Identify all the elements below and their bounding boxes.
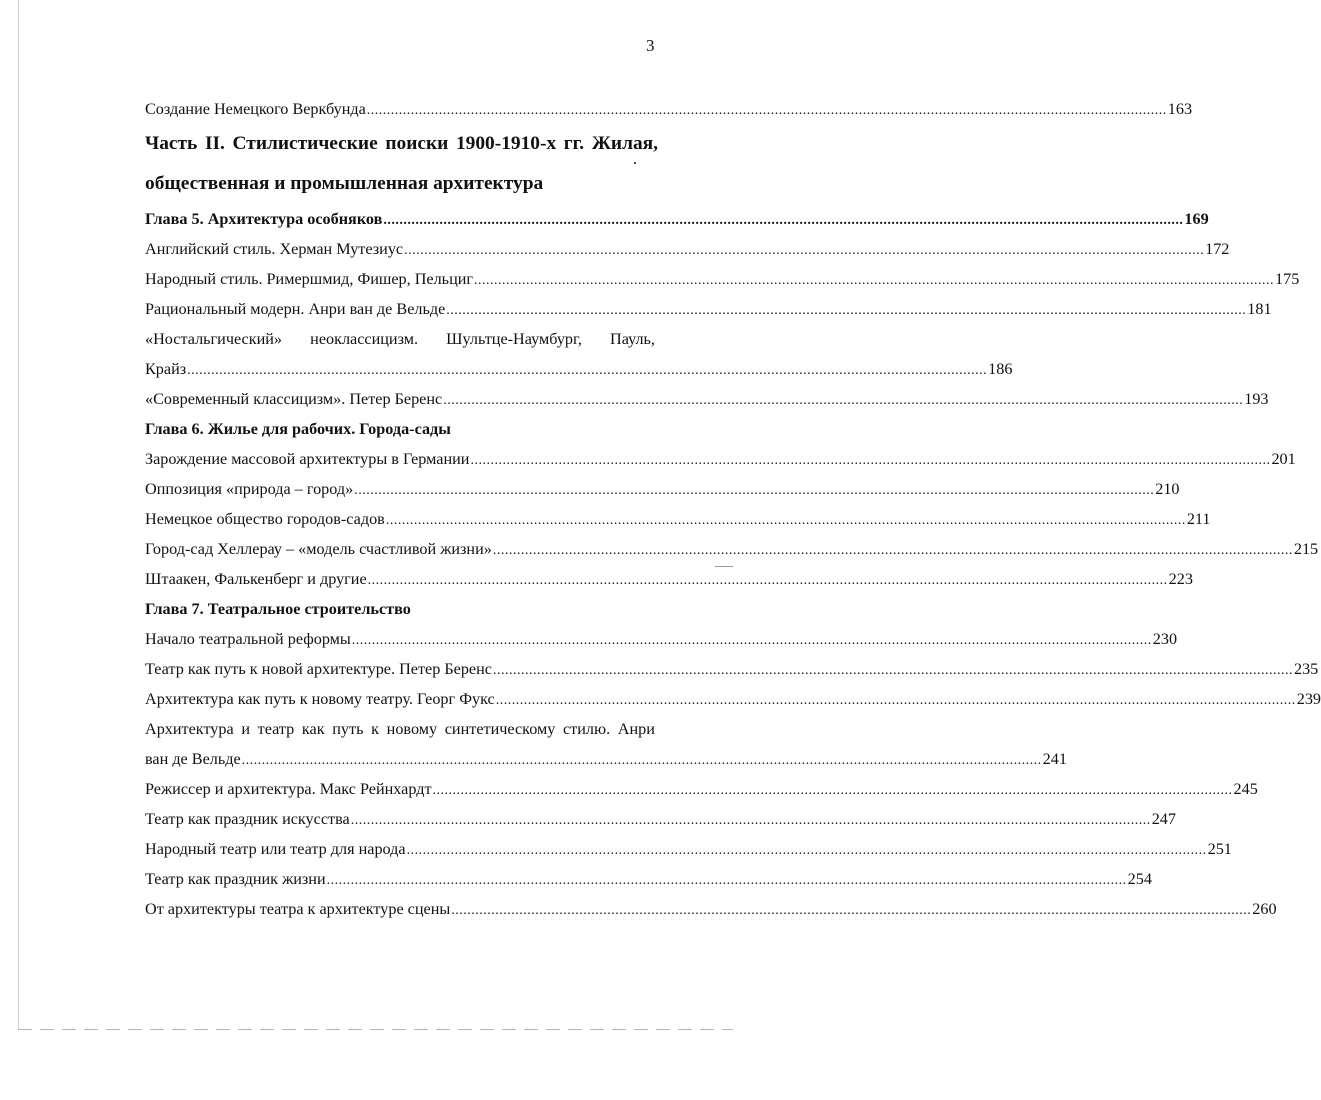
toc-entry-title: Крайз (145, 360, 187, 378)
toc-entry-page: 230 (1152, 630, 1178, 648)
leader-dots: ........................................................................................................................................................................................................ (451, 903, 1252, 918)
toc-entry-word: синтетическому (444, 720, 556, 738)
toc-entry-title: Зарождение массовой архитектуры в Германии (145, 450, 470, 468)
toc-entry-title: Народный стиль. Римершмид, Фишер, Пельциг (145, 270, 474, 288)
scan-edge-bottom (18, 1029, 733, 1030)
page-number: 3 (646, 36, 655, 55)
toc-entry-page: 241 (1042, 750, 1067, 768)
toc-entry (145, 684, 1321, 714)
toc-entry (145, 384, 1269, 414)
leader-dots: ........................................................................................................................................................................................................ (406, 843, 1207, 858)
toc-chapter-7: Глава 7. Театральное строительство (145, 600, 411, 618)
toc-entry-title: Рациональный модерн. Анри ван де Вельде (145, 300, 446, 318)
part-heading-word: 1900-1910-х (455, 133, 557, 154)
toc-entry (145, 804, 1176, 834)
toc-entry-title: Народный театр или театр для народа (145, 840, 406, 858)
toc-entry-title: «Современный классицизм». Петер Беренс (145, 390, 443, 408)
toc-entry-title: Начало театральной реформы (145, 630, 351, 648)
toc-entry-page: 215 (1293, 540, 1319, 558)
part-heading-line-1 (145, 124, 658, 164)
toc-entry-title: Театр как путь к новой архитектуре. Петер Беренс (145, 660, 492, 678)
toc-entry-page: 172 (1205, 240, 1230, 258)
leader-dots: ........................................................................................................................................................................................................ (367, 573, 1168, 588)
toc-entry-word: к (371, 720, 379, 738)
leader-dots: ........................................................................................................................................................................................................ (351, 633, 1152, 648)
toc-entry (145, 534, 1319, 564)
leader-dots: ........................................................................................................................................................................................................ (350, 813, 1151, 828)
leader-dots: ........................................................................................................................................................................................................ (404, 243, 1205, 258)
toc-entry-word: Шультце-Наумбург, (446, 330, 582, 348)
leader-dots: ........................................................................................................................................................................................................ (492, 663, 1293, 678)
toc-entry-page: 201 (1271, 450, 1296, 468)
part-heading (145, 124, 658, 204)
toc-entry-word: неоклассицизм. (310, 330, 419, 348)
toc-entry-page: 260 (1252, 900, 1277, 918)
leader-dots: ........................................................................................................................................................................................................ (354, 483, 1155, 498)
toc-entry-title: Архитектура как путь к новому театру. Георг Фукс (145, 690, 495, 708)
toc-entry-word: Архитектура (145, 720, 234, 738)
toc-entry (145, 654, 1319, 684)
part-heading-word: гг. (563, 133, 585, 154)
chapter-title: Глава 5. Архитектура особняков (145, 210, 383, 228)
toc-entry-title: Город-сад Хеллерау – «модель счастливой жизни» (145, 540, 492, 558)
part-heading-word: Стилистические (232, 133, 378, 154)
toc-entry-neoclassicism-line-1 (145, 324, 655, 354)
toc-entry-title: Оппозиция «природа – город» (145, 480, 354, 498)
toc-entry (145, 864, 1152, 894)
toc-entry-page: 175 (1275, 270, 1300, 288)
toc-entry (145, 564, 1193, 594)
toc-entry-page: 210 (1155, 480, 1180, 498)
toc-entry-word: Анри (617, 720, 655, 738)
toc-entry-word: как (301, 720, 325, 738)
leader-dots: ........................................................................................................................................................................................................ (187, 363, 988, 378)
toc-entry-page: 211 (1186, 510, 1211, 528)
toc-entry-page: 245 (1233, 780, 1258, 798)
toc-entry-word: новому (386, 720, 438, 738)
toc-entry-page: 193 (1244, 390, 1269, 408)
toc-entry-title: Немецкое общество городов-садов (145, 510, 385, 528)
toc-chapter-5 (145, 204, 1209, 234)
toc-entry-word: и (241, 720, 251, 738)
toc-entry-title: Английский стиль. Херман Мутезиус (145, 240, 404, 258)
toc-entry-page: 251 (1207, 840, 1232, 858)
leader-dots: ........................................................................................................................................................................................................ (470, 453, 1271, 468)
toc-entry-page: 235 (1293, 660, 1319, 678)
toc-entry-title: Театр как праздник жизни (145, 870, 326, 888)
toc-entry-werkbund (145, 94, 1193, 124)
toc-chapter-6: Глава 6. Жилье для рабочих. Города-сады (145, 420, 451, 438)
scan-edge-left (18, 0, 19, 1030)
part-heading-word: Часть (145, 133, 198, 154)
leader-dots: ........................................................................................................................................................................................................ (241, 753, 1042, 768)
toc-entry (145, 624, 1178, 654)
toc-entry (145, 774, 1258, 804)
toc-entry-word: путь (332, 720, 364, 738)
leader-dots: ........................................................................................................................................................................................................ (495, 693, 1296, 708)
leader-dots: ........................................................................................................................................................................................................ (474, 273, 1275, 288)
leader-dots: ........................................................................................................................................................................................................ (432, 783, 1233, 798)
part-heading-line-2: общественная и промышленная архитектура (145, 173, 544, 194)
toc-entry-title: Создание Немецкого Веркбунда (145, 100, 366, 118)
toc-entry-page: 239 (1296, 690, 1321, 708)
leader-dots: ........................................................................................................................................................................................................ (443, 393, 1244, 408)
toc-entry (145, 234, 1230, 264)
leader-dots: ........................................................................................................................................................................................................ (492, 543, 1293, 558)
chapter-page: 169 (1184, 210, 1209, 228)
toc-entry-page: 254 (1127, 870, 1152, 888)
leader-dots: ........................................................................................................................................................................................................ (446, 303, 1247, 318)
part-heading-word: поиски (385, 133, 449, 154)
toc-entry-title: ван де Вельде (145, 750, 241, 768)
table-of-contents (145, 94, 1321, 924)
toc-entry-word: театр (257, 720, 295, 738)
toc-entry-neoclassicism-line-2 (145, 354, 1013, 384)
part-heading-word: Жилая, (591, 133, 658, 154)
toc-entry-page: 181 (1247, 300, 1272, 318)
toc-entry (145, 894, 1277, 924)
part-heading-word: II. (204, 133, 225, 154)
toc-entry-title: Театр как праздник искусства (145, 810, 350, 828)
toc-entry (145, 834, 1232, 864)
toc-entry-word: Пауль, (610, 330, 655, 348)
toc-entry-word: «Ностальгический» (145, 330, 283, 348)
leader-dots: ........................................................................................................................................................................................................ (326, 873, 1127, 888)
toc-entry-word: стилю. (562, 720, 611, 738)
leader-dots: ........................................................................................................................................................................................................ (383, 213, 1184, 228)
toc-entry-title: От архитектуры театра к архитектуре сцены (145, 900, 451, 918)
toc-entry (145, 444, 1296, 474)
toc-entry-page: 223 (1168, 570, 1193, 588)
toc-entry-title: Режиссер и архитектура. Макс Рейнхардт (145, 780, 432, 798)
toc-entry-title: Штаакен, Фалькенберг и другие (145, 570, 367, 588)
toc-entry-page: 186 (988, 360, 1013, 378)
leader-dots: ........................................................................................................................................................................................................ (385, 513, 1186, 528)
toc-entry (145, 474, 1180, 504)
leader-dots: ........................................................................................................................................................................................................ (366, 103, 1167, 118)
toc-entry-synthetic-style-line-2 (145, 744, 1067, 774)
toc-entry (145, 294, 1272, 324)
toc-entry (145, 504, 1211, 534)
toc-entry-synthetic-style-line-1 (145, 714, 655, 744)
toc-entry-page: 163 (1167, 100, 1193, 118)
toc-entry (145, 264, 1300, 294)
toc-entry-page: 247 (1151, 810, 1176, 828)
